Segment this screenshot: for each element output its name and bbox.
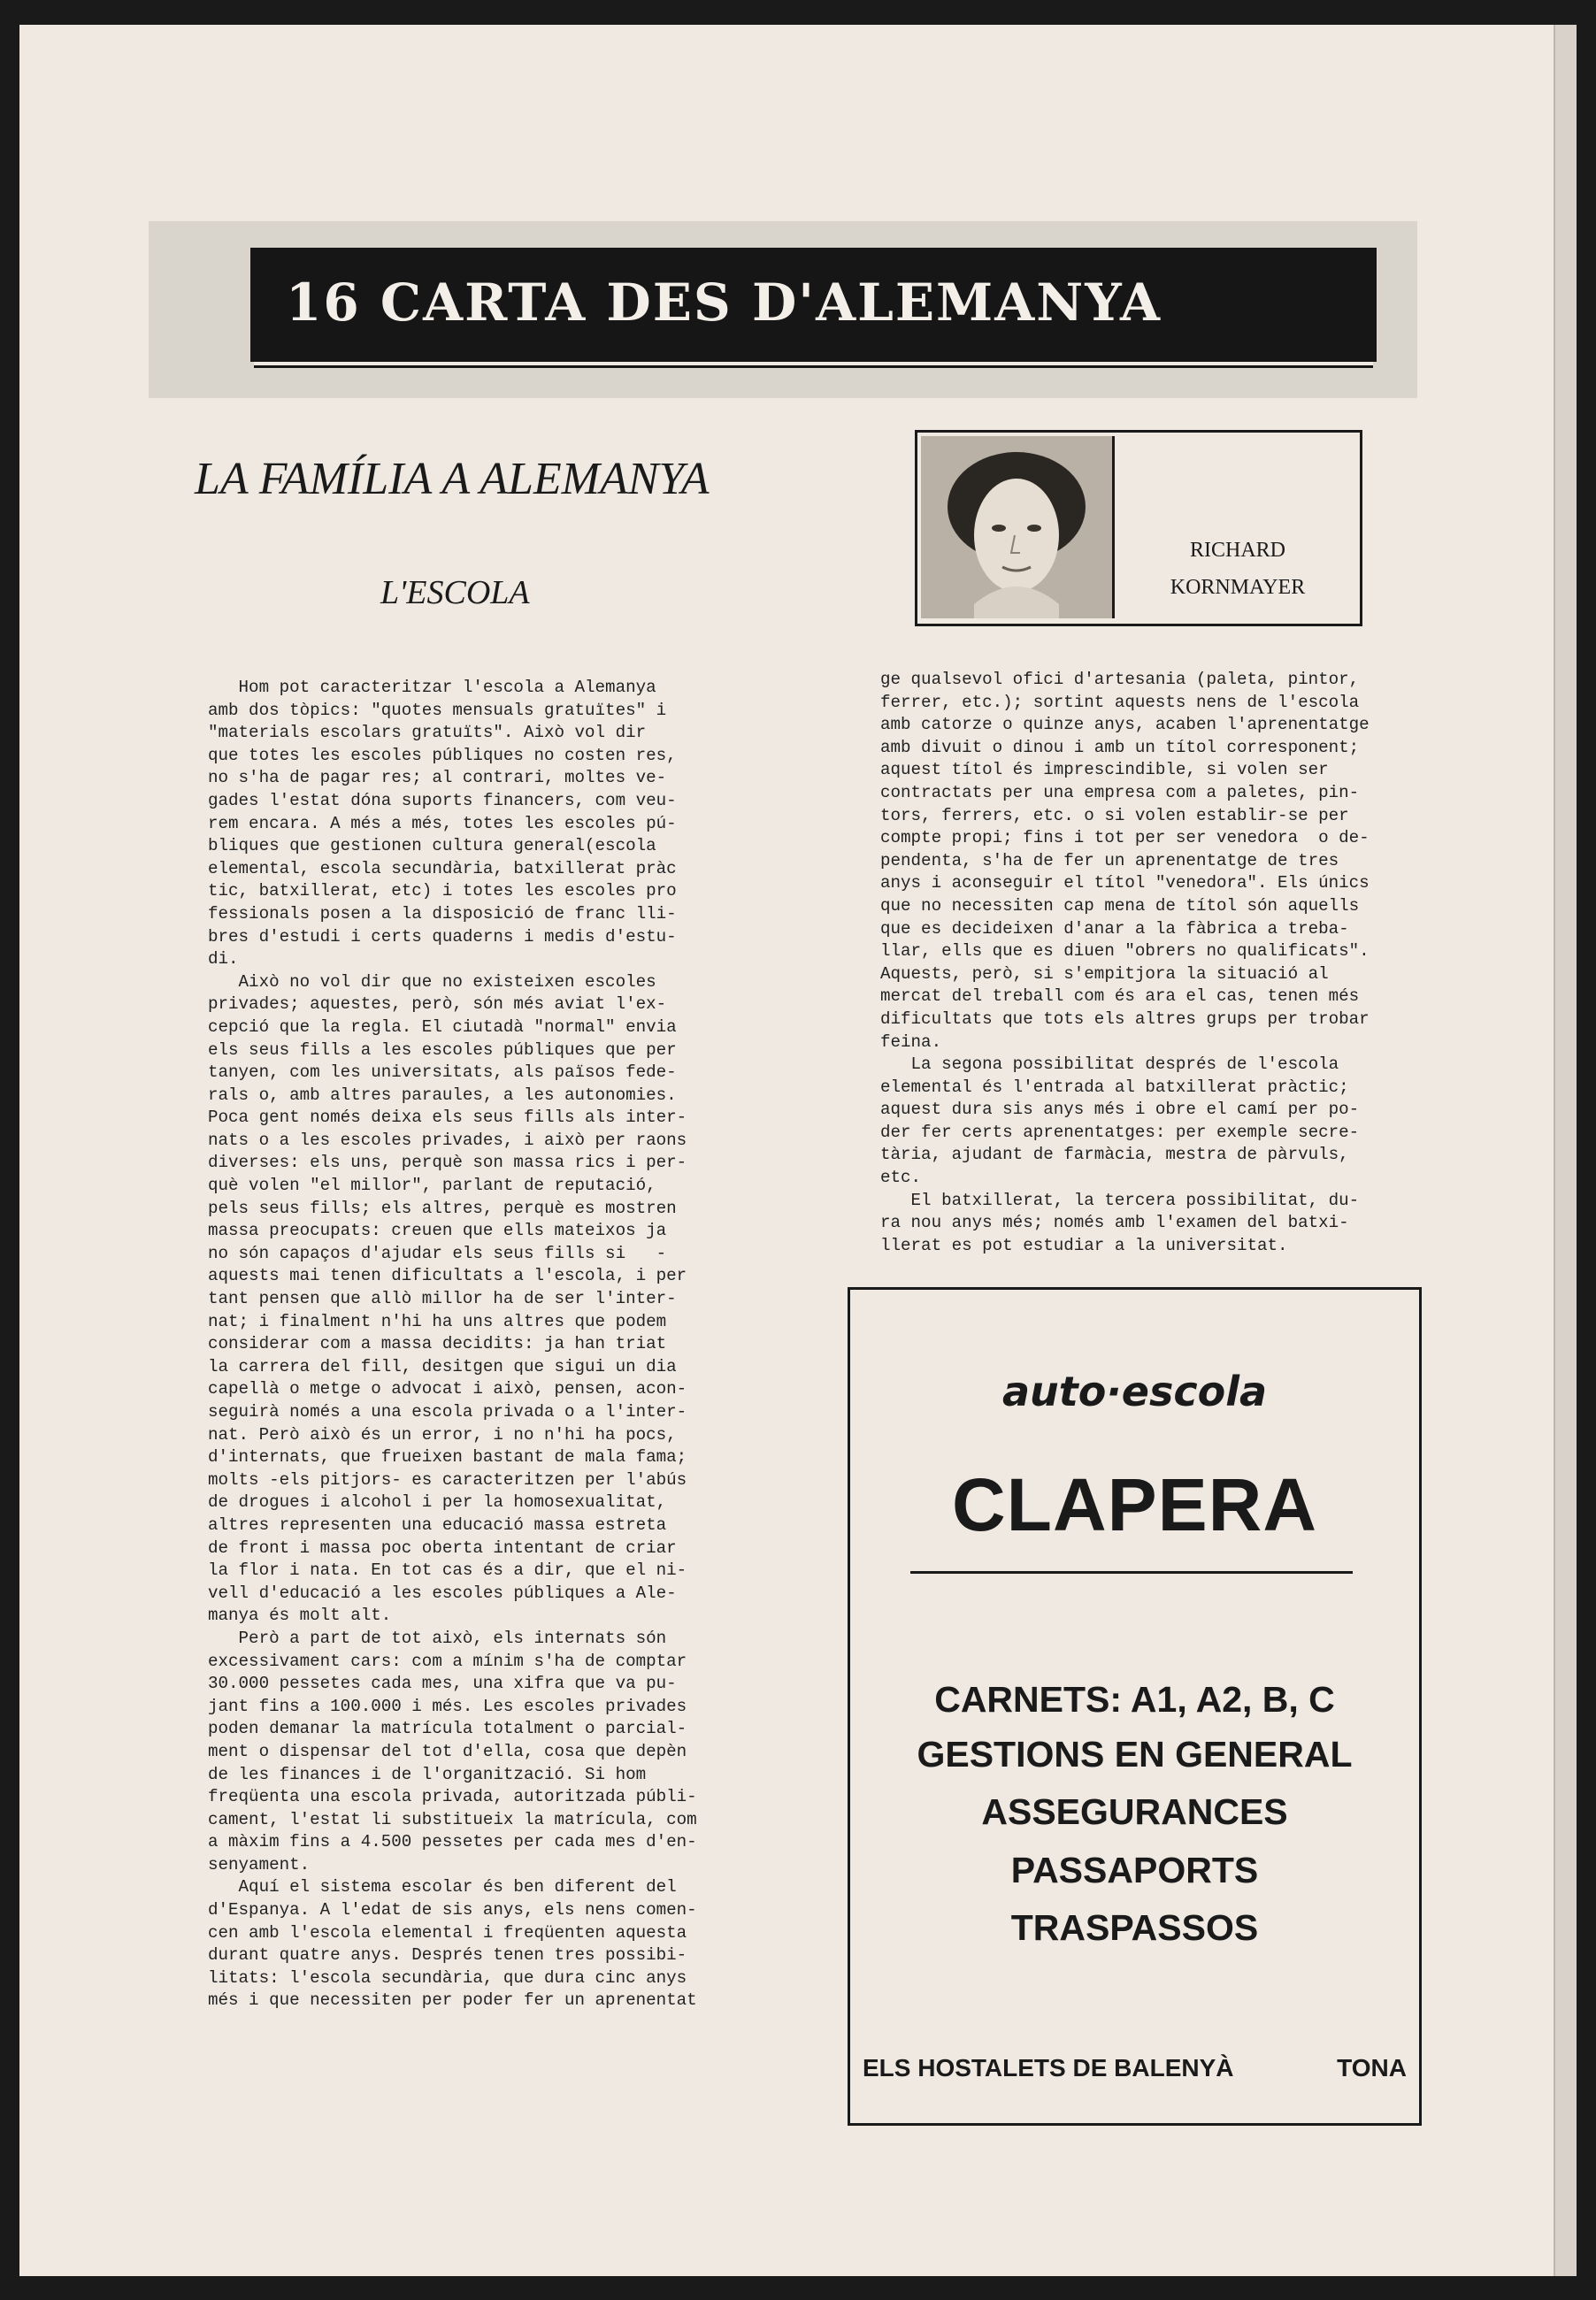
- article-text-line: der fer certs aprenentatges: per exemple secre-: [880, 1122, 1360, 1142]
- ad-service-line: TRASPASSOS: [1010, 1907, 1259, 1948]
- ad-town: TONA: [1337, 2054, 1407, 2082]
- article-text-line: nats o a les escoles privades, i això per raons: [208, 1130, 687, 1150]
- article-text-line: rals o, amb altres paraules, a les autonomies.: [208, 1085, 677, 1105]
- article-text-line: d'Espanya. A l'edat de sis anys, els nens comen-: [208, 1900, 697, 1920]
- article-text-line: pendenta, s'ha de fer un aprenentatge de tres: [880, 850, 1339, 870]
- article-text-line: anys i aconseguir el títol "venedora". Els únics: [880, 873, 1370, 893]
- author-photo: [921, 436, 1115, 618]
- article-text-line: cen amb l'escola elemental i freqüenten aquesta: [208, 1922, 687, 1943]
- article-text-line: durant quatre anys. Després tenen tres possibi-: [208, 1945, 687, 1966]
- article-text-line: ferrer, etc.); sortint aquests nens de l'escola: [880, 692, 1360, 712]
- article-text-line: rem encara. A més a més, totes les escoles pú-: [208, 813, 677, 833]
- article-text-line: altres representen una educació massa estreta: [208, 1514, 667, 1535]
- article-text-line: llar, ells que es diuen "obrers no qualificats".: [880, 941, 1370, 962]
- article-text-line: excessivament cars: com a mínim s'ha de comptar: [208, 1651, 687, 1671]
- article-text-line: a màxim fins a 4.500 pessetes per cada mes d'en-: [208, 1832, 697, 1852]
- article-text-line: tària, ajudant de farmàcia, mestra de pàrvuls,: [880, 1145, 1349, 1165]
- article-text-line: Poca gent només deixa els seus fills als inter-: [208, 1108, 687, 1128]
- article-text-line: cepció que la regla. El ciutadà "normal" envia: [208, 1016, 677, 1037]
- article-text-line: Aquí el sistema escolar és ben diferent del: [208, 1877, 677, 1898]
- article-text-line: la flor i nata. En tot cas és a dir, que el ni-: [208, 1560, 687, 1581]
- article-text-line: que no necessiten cap mena de títol són aquells: [880, 895, 1360, 916]
- article-text-line: Aquests, però, si s'empitjora la situació al: [880, 963, 1329, 984]
- article-text-line: diverses: els uns, perquè son massa rics i per-: [208, 1153, 687, 1173]
- ad-service-line: ASSEGURANCES: [981, 1791, 1288, 1832]
- article-text-line: jant fins a 100.000 i més. Les escoles privades: [208, 1696, 687, 1716]
- article-text-line: mercat del treball com és ara el cas, tenen més: [880, 986, 1360, 1007]
- article-text-line: manya és molt alt.: [208, 1606, 392, 1626]
- article-text-line: nat. Però això és un error, i no n'hi ha pocs,: [208, 1424, 677, 1445]
- article-column-left: [208, 677, 697, 2012]
- ad-brand: CLAPERA: [951, 1463, 1317, 1546]
- article-title: LA FAMÍLIA A ALEMANYA: [195, 454, 710, 504]
- next-page-edge: [1554, 25, 1577, 2276]
- article-text-line: aquest dura sis anys més i obre el camí per po-: [880, 1100, 1360, 1120]
- article-text-line: de drogues i alcohol i per la homosexualitat,: [208, 1492, 667, 1513]
- ad-location: ELS HOSTALETS DE BALENYÀ: [863, 2054, 1234, 2082]
- article-text-line: fessionals posen a la disposició de franc lli-: [208, 903, 677, 924]
- article-text-line: capellà o metge o advocat i això, pensen, acon-: [208, 1379, 687, 1399]
- article-text-line: bliques que gestionen cultura general(escola: [208, 836, 656, 856]
- article-text-line: feina.: [880, 1031, 942, 1052]
- article-text-line: amb catorze o quinze anys, acaben l'aprenentatge: [880, 715, 1370, 735]
- article-text-line: bres d'estudi i certs quaderns i medis d'estu-: [208, 926, 677, 947]
- article-text-line: vell d'educació a les escoles públiques a Ale-: [208, 1583, 677, 1603]
- ad-service-line: PASSAPORTS: [1010, 1850, 1259, 1890]
- article-text-line: ge qualsevol ofici d'artesania (paleta, pintor,: [880, 670, 1360, 689]
- ad-tagline: auto·escola: [1001, 1368, 1268, 1415]
- article-text-line: no s'ha de pagar res; al contrari, moltes ve-: [208, 768, 667, 788]
- article-text-line: d'internats, que frueixen bastant de mala fama;: [208, 1447, 687, 1468]
- article-text-line: elemental és l'entrada al batxillerat pràctic;: [880, 1077, 1349, 1097]
- article-text-line: La segona possibilitat després de l'escola: [880, 1054, 1339, 1075]
- article-text-line: que es decideixen d'anar a la fàbrica a treba-: [880, 918, 1349, 939]
- section-title: 16 CARTA DES D'ALEMANYA: [286, 272, 1162, 333]
- article-text-line: ra nou anys més; només amb l'examen del batxi-: [880, 1213, 1349, 1233]
- article-text-line: els seus fills a les escoles públiques que per: [208, 1039, 677, 1060]
- article-text-line: aquests mai tenen dificultats a l'escola, i per: [208, 1266, 687, 1286]
- article-text-line: seguirà només a una escola privada o a l'inter-: [208, 1402, 687, 1422]
- ad-divider: [910, 1571, 1353, 1574]
- section-title-bar: [250, 248, 1377, 362]
- article-text-line: poden demanar la matrícula totalment o parcial-: [208, 1719, 687, 1739]
- article-text-line: elemental, escola secundària, batxillerat pràc: [208, 858, 677, 878]
- article-text-line: no són capaços d'ajudar els seus fills si -: [208, 1243, 667, 1263]
- article-text-line: contractats per una empresa com a paletes, pin-: [880, 782, 1360, 802]
- advertisement-box: [848, 1287, 1422, 2126]
- article-text-line: dificultats que tots els altres grups per trobar: [880, 1008, 1370, 1029]
- article-text-line: que totes les escoles públiques no costen res,: [208, 745, 677, 765]
- article-text-line: Hom pot caracteritzar l'escola a Alemanya: [208, 678, 656, 697]
- article-subtitle: L'ESCOLA: [380, 574, 530, 611]
- author-name: RICHARD KORNMAYER: [1170, 539, 1306, 599]
- article-text-line: gades l'estat dóna suports financers, com veu-: [208, 790, 677, 810]
- article-text-line: litats: l'escola secundària, que dura cinc anys: [208, 1967, 687, 1988]
- author-box: [915, 430, 1362, 626]
- article-text-line: privades; aquestes, però, són més aviat l'ex-: [208, 994, 667, 1015]
- article-text-line: massa preocupats: creuen que ells mateixos ja: [208, 1221, 667, 1241]
- article-text-line: tic, batxillerat, etc) i totes les escoles pro: [208, 881, 677, 901]
- article-text-line: aquest títol és imprescindible, si volen ser: [880, 760, 1329, 780]
- article-text-line: què volen "el millor", parlant de reputació,: [208, 1176, 656, 1196]
- article-text-line: més i que necessiten per poder fer un aprenentat: [208, 1990, 697, 2011]
- article-text-line: cament, l'estat li substitueix la matrícula, com: [208, 1809, 697, 1829]
- article-text-line: amb divuit o dinou i amb un títol corresponent;: [880, 737, 1360, 757]
- ad-service-line: CARNETS: A1, A2, B, C: [934, 1679, 1335, 1720]
- article-text-line: compte propi; fins i tot per ser venedora o de-: [880, 828, 1370, 848]
- ad-service-line: GESTIONS EN GENERAL: [917, 1734, 1353, 1775]
- article-text-line: nat; i finalment n'hi ha uns altres que podem: [208, 1311, 667, 1331]
- article-text-line: llerat es pot estudiar a la universitat.: [880, 1235, 1288, 1255]
- article-text-line: Això no vol dir que no existeixen escoles: [208, 971, 656, 992]
- article-text-line: la carrera del fill, desitgen que sigui un dia: [208, 1356, 677, 1376]
- article-text-line: pels seus fills; els altres, perquè es mostren: [208, 1198, 677, 1218]
- article-text-line: El batxillerat, la tercera possibilitat, du-: [880, 1190, 1360, 1210]
- article-text-line: de front i massa poc oberta intentant de criar: [208, 1537, 677, 1558]
- article-text-line: tanyen, com les universitats, als països fede-: [208, 1062, 677, 1083]
- article-text-line: amb dos tòpics: "quotes mensuals gratuïtes" i: [208, 700, 667, 720]
- article-text-line: "materials escolars gratuïts". Això vol dir: [208, 723, 647, 743]
- article-text-line: ment o dispensar del tot d'ella, cosa que depèn: [208, 1741, 687, 1761]
- article-text-line: di.: [208, 949, 239, 970]
- article-text-line: tors, ferrers, etc. o si volen establir-se per: [880, 805, 1349, 825]
- article-text-line: molts -els pitjors- es caracteritzen per l'abús: [208, 1469, 687, 1490]
- article-column-right: [880, 669, 1370, 1257]
- article-text-line: freqüenta una escola privada, autoritzada públi-: [208, 1787, 697, 1807]
- article-text-line: senyament.: [208, 1854, 311, 1874]
- article-text-line: 30.000 pessetes cada mes, una xifra que va pu-: [208, 1674, 677, 1694]
- article-text-line: Però a part de tot això, els internats són: [208, 1628, 667, 1648]
- article-text-line: considerar com a massa decidits: ja han triat: [208, 1334, 667, 1354]
- article-text-line: etc.: [880, 1168, 922, 1188]
- article-text-line: tant pensen que allò millor ha de ser l'inter-: [208, 1289, 677, 1309]
- article-text-line: de les finances i de l'organització. Si hom: [208, 1764, 647, 1784]
